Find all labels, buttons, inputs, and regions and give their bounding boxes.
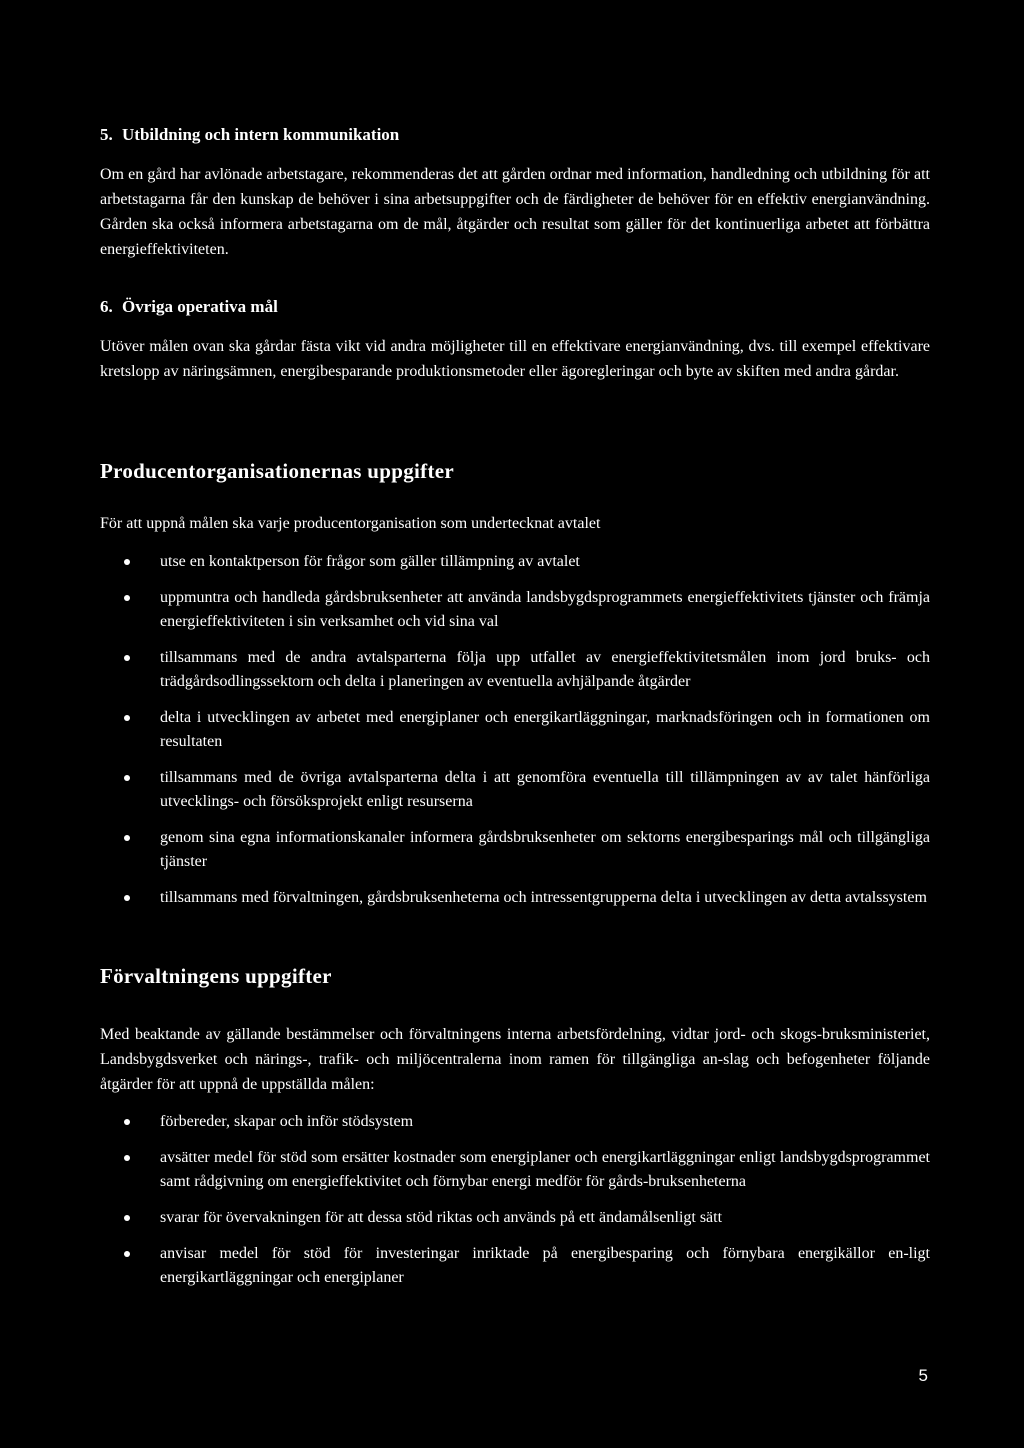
bullet-icon <box>124 1119 130 1125</box>
list-item: svarar för övervakningen för att dessa stöd riktas och används på ett ändamålsenligt sätt <box>100 1206 930 1230</box>
bullet-icon <box>124 559 130 565</box>
bullet-icon <box>124 1251 130 1257</box>
bullet-icon <box>124 775 130 781</box>
producer-list <box>100 550 930 910</box>
producer-heading: Producentorganisationernas uppgifter <box>100 459 454 483</box>
list-item: tillsammans med de övriga avtalsparterna delta i att genomföra eventuella till tillämpningen av av talet hänförliga utvecklings- och försöksprojekt enligt resurserna <box>100 766 930 814</box>
section-5-heading <box>100 125 399 145</box>
bullet-icon <box>124 595 130 601</box>
admin-intro: Med beaktande av gällande bestämmelser och förvaltningens interna arbetsfördelning, vidtar jord- och skogs-bruksministeriet, Landsbygdsverket och närings-, trafik- och miljöcentralerna inom ramen för tillgängliga an-slag och befogenheter följande åtgärder för att uppnå de uppställda målen: <box>100 1026 930 1093</box>
section-6-body: Utöver målen ovan ska gårdar fästa vikt vid andra möjligheter till en effektivare energianvändning, dvs. till exempel effektivare kretslopp av näringsämnen, energibesparande produktionsmetoder eller ägoregleringar och byte av skiften med andra gårdar. <box>100 338 930 380</box>
bullet-icon <box>124 1215 130 1221</box>
admin-list <box>100 1110 930 1290</box>
list-item: tillsammans med förvaltningen, gårdsbruksenheterna och intressentgrupperna delta i utvecklingen av detta avtalssystem <box>100 886 930 910</box>
producer-intro: För att uppnå målen ska varje producentorganisation som undertecknat avtalet <box>100 515 601 532</box>
list-item: uppmuntra och handleda gårdsbruksenheter att använda landsbygdsprogrammets energieffektivitets tjänster och främja energieffektiviteten i sin verksamhet och vid sina val <box>100 586 930 634</box>
section-6-heading <box>100 297 278 317</box>
bullet-icon <box>124 1155 130 1161</box>
section-6-number: 6. <box>100 297 113 316</box>
bullet-icon <box>124 895 130 901</box>
bullet-icon <box>124 835 130 841</box>
list-item: anvisar medel för stöd för investeringar inriktade på energibesparing och förnybara energikällor en-ligt energikartläggningar och energiplaner <box>100 1242 930 1290</box>
admin-heading: Förvaltningens uppgifter <box>100 964 332 988</box>
list-item: delta i utvecklingen av arbetet med energiplaner och energikartläggningar, marknadsföringen och in formationen om resultaten <box>100 706 930 754</box>
list-item: avsätter medel för stöd som ersätter kostnader som energiplaner och energikartläggningar enligt landsbygdsprogrammet samt rådgivning om energieffektivitet och förnybar energi medför för gårds-bruksenheterna <box>100 1146 930 1194</box>
section-6-title: Övriga operativa mål <box>122 297 278 316</box>
list-item: genom sina egna informationskanaler informera gårdsbruksenheter om sektorns energibesparings mål och tillgängliga tjänster <box>100 826 930 874</box>
section-5-title: Utbildning och intern kommunikation <box>122 125 400 144</box>
section-5-number: 5. <box>100 125 113 144</box>
bullet-icon <box>124 715 130 721</box>
list-item: förbereder, skapar och inför stödsystem <box>100 1110 930 1134</box>
page-number: 5 <box>918 1366 928 1385</box>
bullet-icon <box>124 655 130 661</box>
section-5-body: Om en gård har avlönade arbetstagare, rekommenderas det att gården ordnar med information, handledning och utbildning för att arbetstagarna får den kunskap de behöver i sina arbetsuppgifter och de färdigheter de behöver för en effektiv energianvändning. Gården ska också informera arbetstagarna om de mål, åtgärder och resultat som gäller för det kontinuerliga arbetet att förbättra energieffektiviteten. <box>100 166 930 258</box>
list-item: utse en kontaktperson för frågor som gäller tillämpning av avtalet <box>100 550 930 574</box>
list-item: tillsammans med de andra avtalsparterna följa upp utfallet av energieffektivitetsmålen inom jord bruks- och trädgårdsodlingssektorn och delta i planeringen av eventuella avhjälpande åtgärder <box>100 646 930 694</box>
